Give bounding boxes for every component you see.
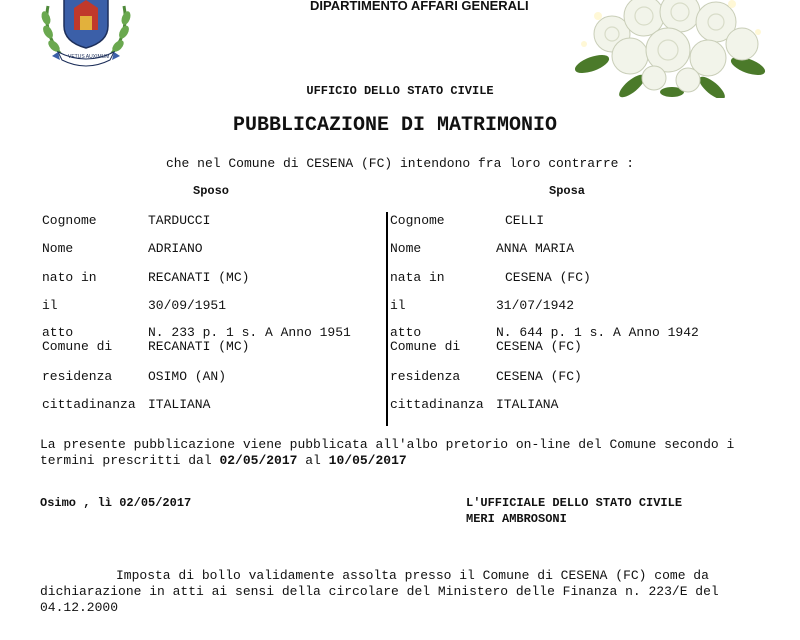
sposa-value-atto: N. 644 p. 1 s. A Anno 1942 CESENA (FC) xyxy=(496,325,699,354)
officer-name: MERI AMBROSONI xyxy=(466,512,567,526)
office-name: UFFICIO DELLO STATO CIVILE xyxy=(306,84,494,98)
sposo-value-nato: RECANATI (MC) xyxy=(148,270,250,285)
sposo-heading: Sposo xyxy=(193,184,230,198)
stamp-duty-text: Imposta di bollo validamente assolta presso il Comune di CESENA (FC) come da dichiarazione in atti ai sensi della circolare del Ministero delle Finanza n. 223/E del 04.12.2000 xyxy=(40,568,719,615)
sposa-label-nome: Nome xyxy=(390,241,422,256)
sposa-label-cognome: Cognome xyxy=(390,213,445,228)
sposa-value-cognome: CELLI xyxy=(505,213,545,228)
sposa-label-residenza: residenza xyxy=(390,369,461,384)
sposo-value-residenza: OSIMO (AN) xyxy=(148,369,227,384)
column-divider xyxy=(386,212,388,426)
municipal-emblem xyxy=(38,0,134,68)
sposa-value-il: 31/07/1942 xyxy=(496,298,575,313)
notice-connector: al xyxy=(297,453,329,468)
sposo-value-nome: ADRIANO xyxy=(148,241,203,256)
sposa-label-atto: atto Comune di xyxy=(390,325,461,354)
sposo-value-cognome: TARDUCCI xyxy=(148,213,211,228)
sposa-label-cittadinanza: cittadinanza xyxy=(390,397,484,412)
place-and-date: Osimo , lì 02/05/2017 xyxy=(40,496,192,510)
sposo-label-cittadinanza: cittadinanza xyxy=(42,397,136,412)
sposa-heading: Sposa xyxy=(549,184,586,198)
sposa-label-il: il xyxy=(390,298,406,313)
sposo-value-atto: N. 233 p. 1 s. A Anno 1951 RECANATI (MC) xyxy=(148,325,351,354)
sposo-label-residenza: residenza xyxy=(42,369,113,384)
sposo-label-cognome: Cognome xyxy=(42,213,97,228)
sposa-value-residenza: CESENA (FC) xyxy=(496,369,582,384)
sposo-label-il: il xyxy=(42,298,58,313)
sposo-label-atto: atto Comune di xyxy=(42,325,113,354)
sposa-label-nata: nata in xyxy=(390,270,445,285)
intro-text: che nel Comune di CESENA (FC) intendono fra loro contrarre : xyxy=(165,156,635,171)
sposo-value-il: 30/09/1951 xyxy=(148,298,227,313)
notice-date-to: 10/05/2017 xyxy=(328,453,407,468)
department-name: DIPARTIMENTO AFFARI GENERALI xyxy=(310,0,529,13)
stamp-duty-note xyxy=(40,568,770,616)
sposo-value-cittadinanza: ITALIANA xyxy=(148,397,211,412)
publication-notice xyxy=(40,437,770,469)
officer-title: L'UFFICIALE DELLO STATO CIVILE xyxy=(466,496,683,510)
document-title: PUBBLICAZIONE DI MATRIMONIO xyxy=(232,114,558,137)
emblem-motto: VETUS AUXIMUM xyxy=(68,54,110,60)
sposo-label-nato: nato in xyxy=(42,270,97,285)
notice-date-from: 02/05/2017 xyxy=(219,453,298,468)
sposo-label-nome: Nome xyxy=(42,241,74,256)
sposa-value-cittadinanza: ITALIANA xyxy=(496,397,559,412)
notice-text: La presente pubblicazione viene pubblicata all'albo pretorio on-line del Comune secondo i termini prescritti dal xyxy=(40,437,735,468)
sposa-value-nata: CESENA (FC) xyxy=(505,270,591,285)
sposa-value-nome: ANNA MARIA xyxy=(496,241,575,256)
